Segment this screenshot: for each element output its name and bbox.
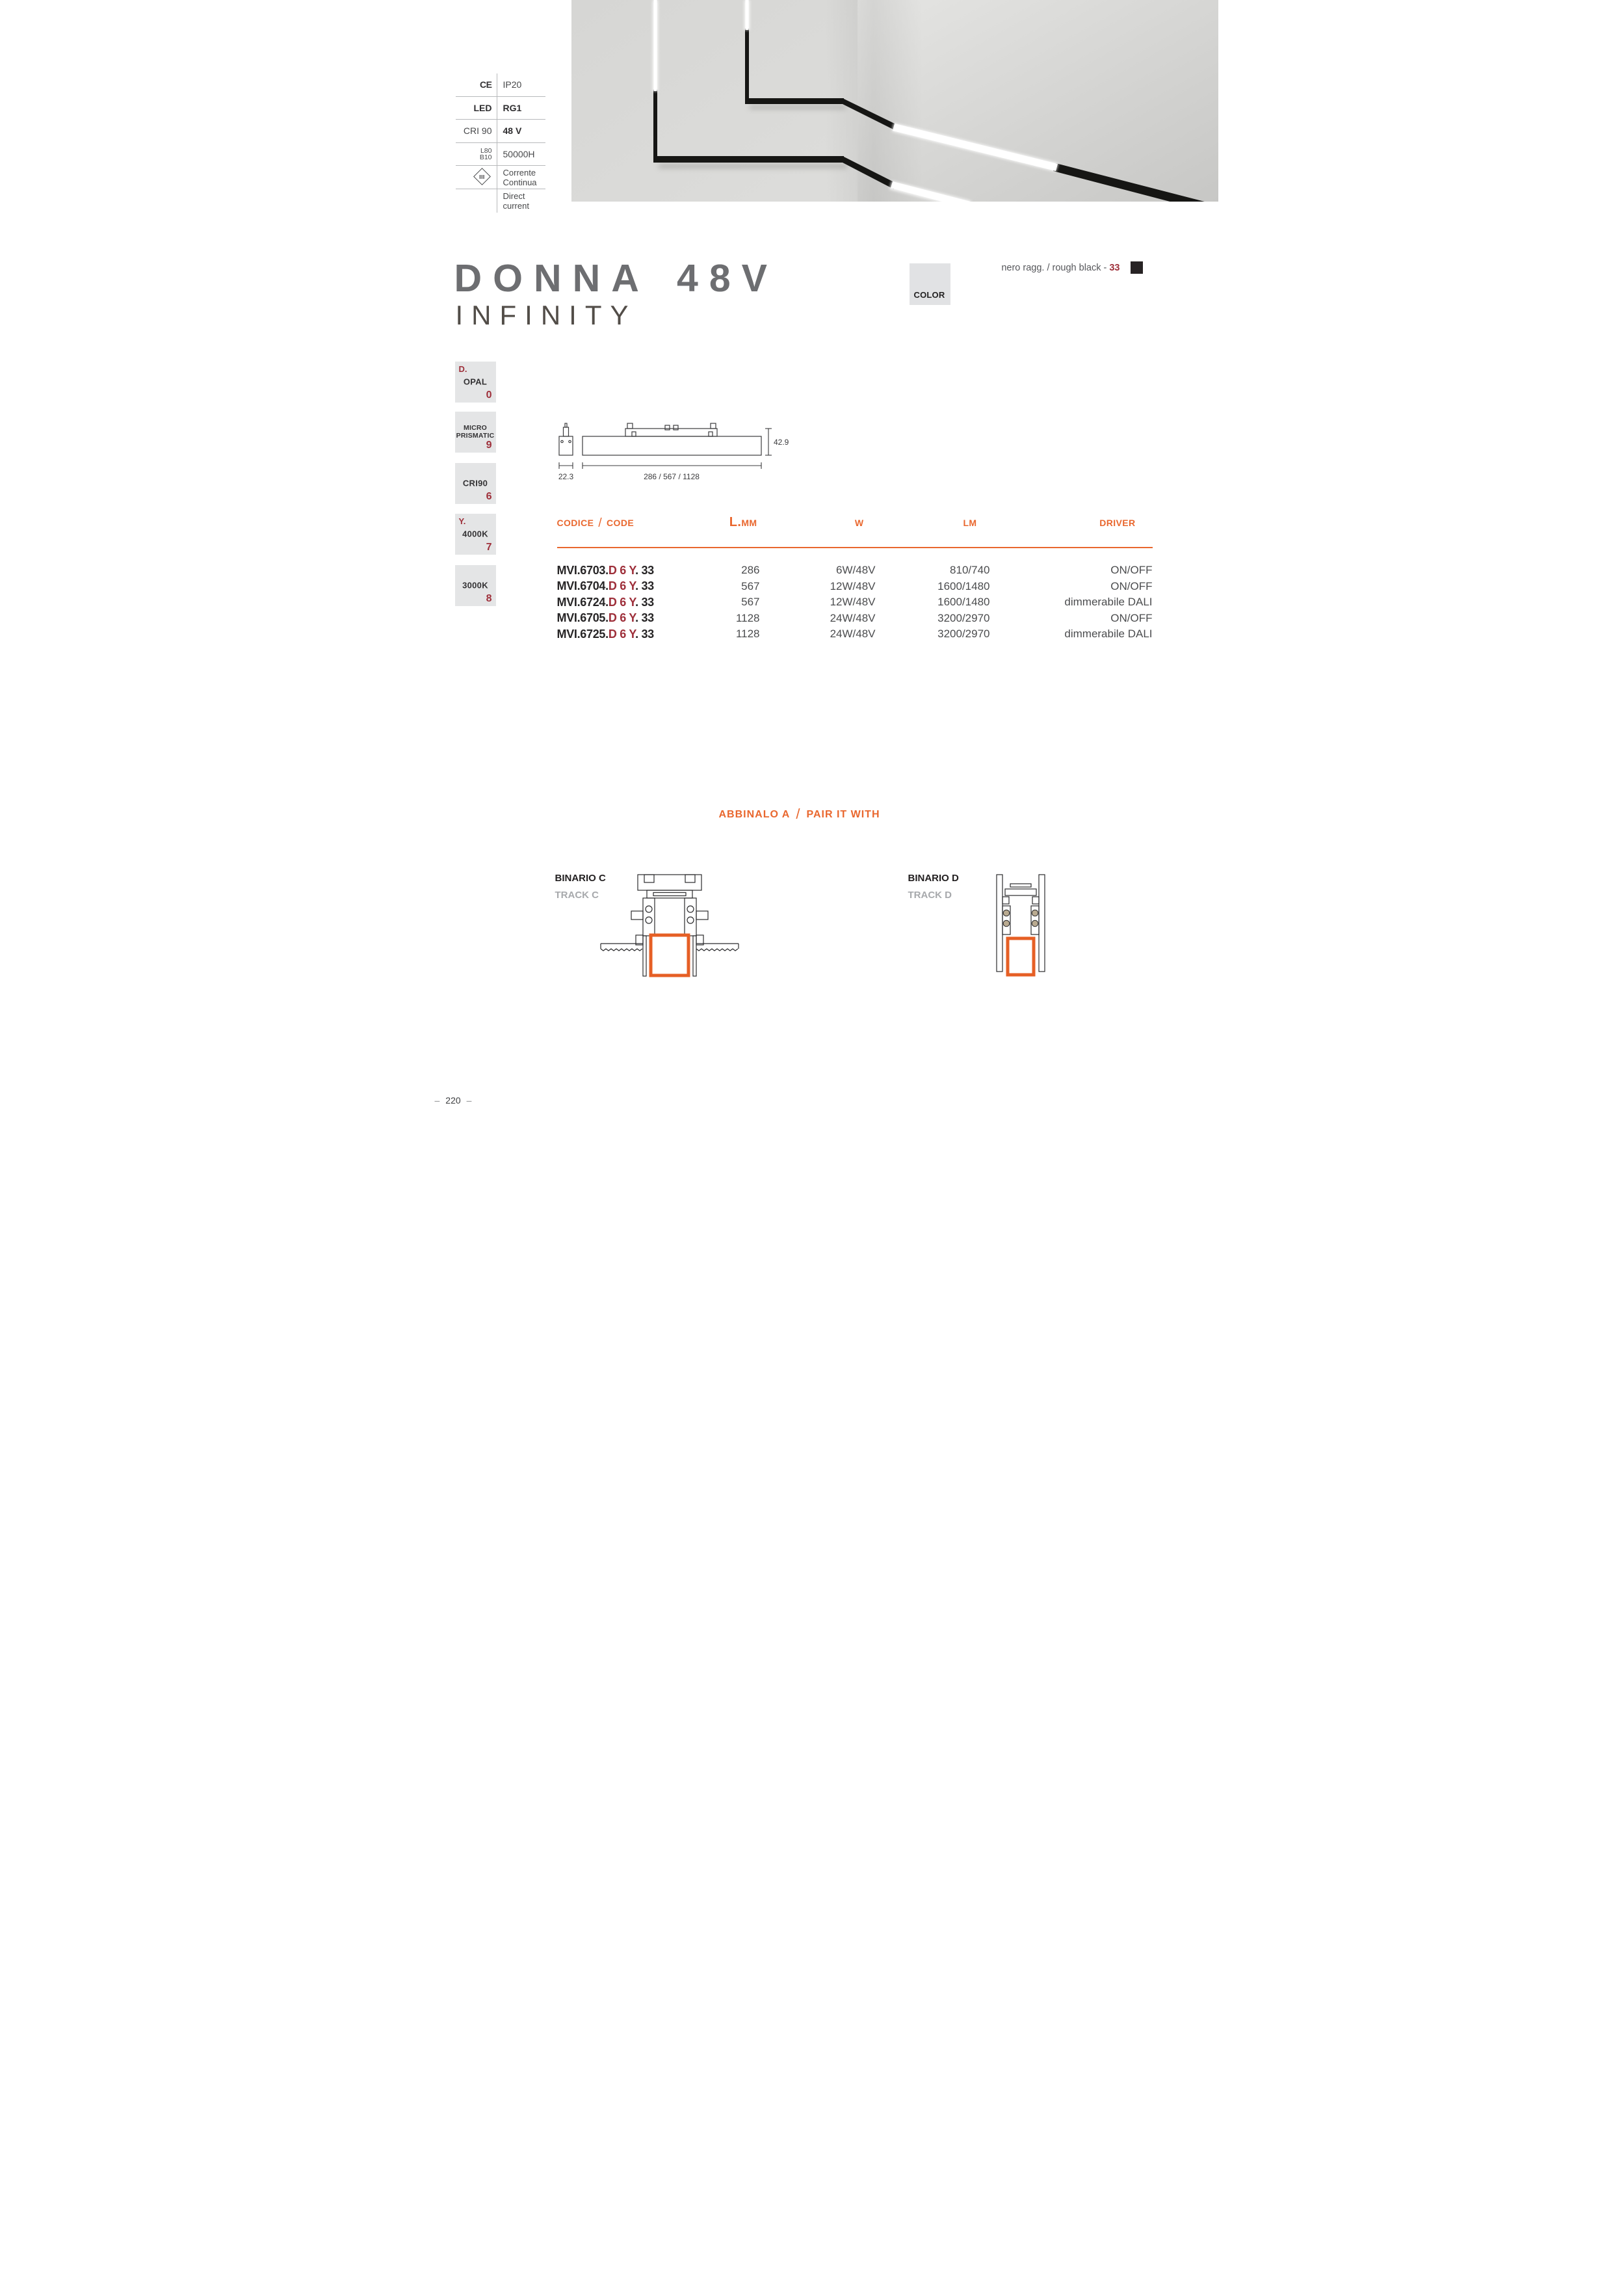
badge-4000k [455,514,496,555]
product-code: MVI.6705.D 6 Y. 33 [557,611,654,625]
length-mm: 286 [741,564,760,577]
wattage: 6W/48V [836,564,876,577]
badge-3000k [455,565,496,606]
footer-page-value: 220 [445,1095,461,1106]
page-title: DONNA 48V [454,257,779,300]
track-d-title: BINARIO D [908,873,959,884]
footer-dash-left: – [434,1095,440,1106]
color-label: COLOR [913,290,945,300]
table-header-row [557,515,1153,530]
length-mm: 1128 [735,628,760,641]
length-mm: 567 [741,579,760,592]
product-code: MVI.6725.D 6 Y. 33 [557,627,654,641]
badge-label: 3000K [462,580,488,590]
lumen: 1600/1480 [937,596,990,609]
badge-number: 6 [486,491,492,502]
ce-icon: CE [480,79,492,90]
class3-diamond-icon: III [473,168,491,185]
photobio-risk: RG1 [503,102,522,113]
led-label: LED [473,102,492,113]
badge-micro-prismatic [455,412,496,453]
table-body [557,563,1153,642]
spec-icons-table [456,73,545,213]
product-code-table [557,515,1153,642]
lumen: 3200/2970 [937,611,990,624]
track-d-drawing [994,872,1047,979]
badge-number: 9 [486,440,492,451]
wattage: 12W/48V [830,579,876,592]
table-row [557,579,1153,595]
driver: ON/OFF [1110,611,1153,624]
length-mm: 567 [741,596,760,609]
fixture-end-view [559,423,573,455]
driver: ON/OFF [1110,564,1153,577]
product-code: MVI.6704.D 6 Y. 33 [557,579,654,593]
badge-number: 8 [486,593,492,604]
table-header-length: L.MM [729,515,757,529]
color-name: nero ragg. / rough black - 33 [1001,263,1120,273]
lumen: 3200/2970 [937,628,990,641]
wattage: 24W/48V [830,628,876,641]
track-c-module-outline [651,935,688,975]
table-row [557,594,1153,611]
color-swatch [1131,261,1143,274]
track-d-subtitle: TRACK D [908,890,952,901]
wattage: 24W/48V [830,611,876,624]
binario-d-label [908,873,959,901]
dimension-drawing [555,421,794,484]
badge-opal [455,362,496,403]
driver: dimmerabile DALI [1064,596,1153,609]
product-code: MVI.6724.D 6 Y. 33 [557,595,654,609]
table-header-rule [557,547,1153,548]
spec-row-cri-volt [456,120,545,143]
badge-number: 0 [486,390,492,401]
table-header-watt: W [854,518,864,528]
table-row [557,626,1153,642]
current-type-it: Corrente Continua [497,166,545,189]
lumen-maintenance: L80 B10 [479,146,492,162]
ip-rating: IP20 [503,79,522,90]
dim-height-label: 42.9 [773,438,789,447]
length-mm: 1128 [735,611,760,624]
dim-lengths-label: 286 / 567 / 1128 [643,472,700,481]
wattage: 12W/48V [830,596,876,609]
current-type-en: Direct current [497,189,545,213]
spec-row-class3 [456,166,545,189]
badge-label: MICRO PRISMATIC [456,423,495,440]
track-c-title: BINARIO C [555,873,606,884]
page-subtitle: INFINITY [455,300,637,330]
track-d-module-outline [1008,938,1034,975]
spec-row-led-rg [456,97,545,120]
table-header-code: CODICE / CODE [557,516,635,530]
lifetime-hours: 50000H [503,149,535,160]
badge-label: CRI90 [462,478,488,488]
badge-cri90 [455,463,496,504]
table-header-lumen: LM [963,518,977,528]
cri-label: CRI 90 [463,126,492,137]
driver: dimmerabile DALI [1064,628,1153,641]
driver: ON/OFF [1110,579,1153,592]
hero-photo [571,0,1218,202]
lumen: 810/740 [950,564,990,577]
color-code: 33 [1109,263,1120,273]
spec-row-lifetime [456,143,545,166]
spec-row-ce-ip [456,73,545,97]
dimension-lines [559,429,772,469]
badge-prefix: D. [458,364,467,374]
track-c-subtitle: TRACK C [555,890,599,901]
fixture-side-view [583,423,761,455]
voltage: 48 V [503,126,522,137]
lumen: 1600/1480 [937,579,990,592]
page-number [435,1095,472,1106]
dim-end-label: 22.3 [558,472,573,481]
spec-row-direct-current [456,189,545,213]
table-header-driver: DRIVER [1099,518,1136,528]
footer-dash-right: – [466,1095,472,1106]
badge-label: OPAL [463,377,488,387]
table-row [557,563,1153,579]
badge-prefix: Y. [458,516,466,526]
track-c-drawing [599,872,740,984]
pair-heading: ABBINALO A / PAIR IT WITH [718,806,880,822]
table-row [557,611,1153,627]
badge-label: 4000K [462,529,488,539]
product-code: MVI.6703.D 6 Y. 33 [557,563,654,577]
badge-number: 7 [486,542,492,553]
catalog-page [406,0,1218,1139]
